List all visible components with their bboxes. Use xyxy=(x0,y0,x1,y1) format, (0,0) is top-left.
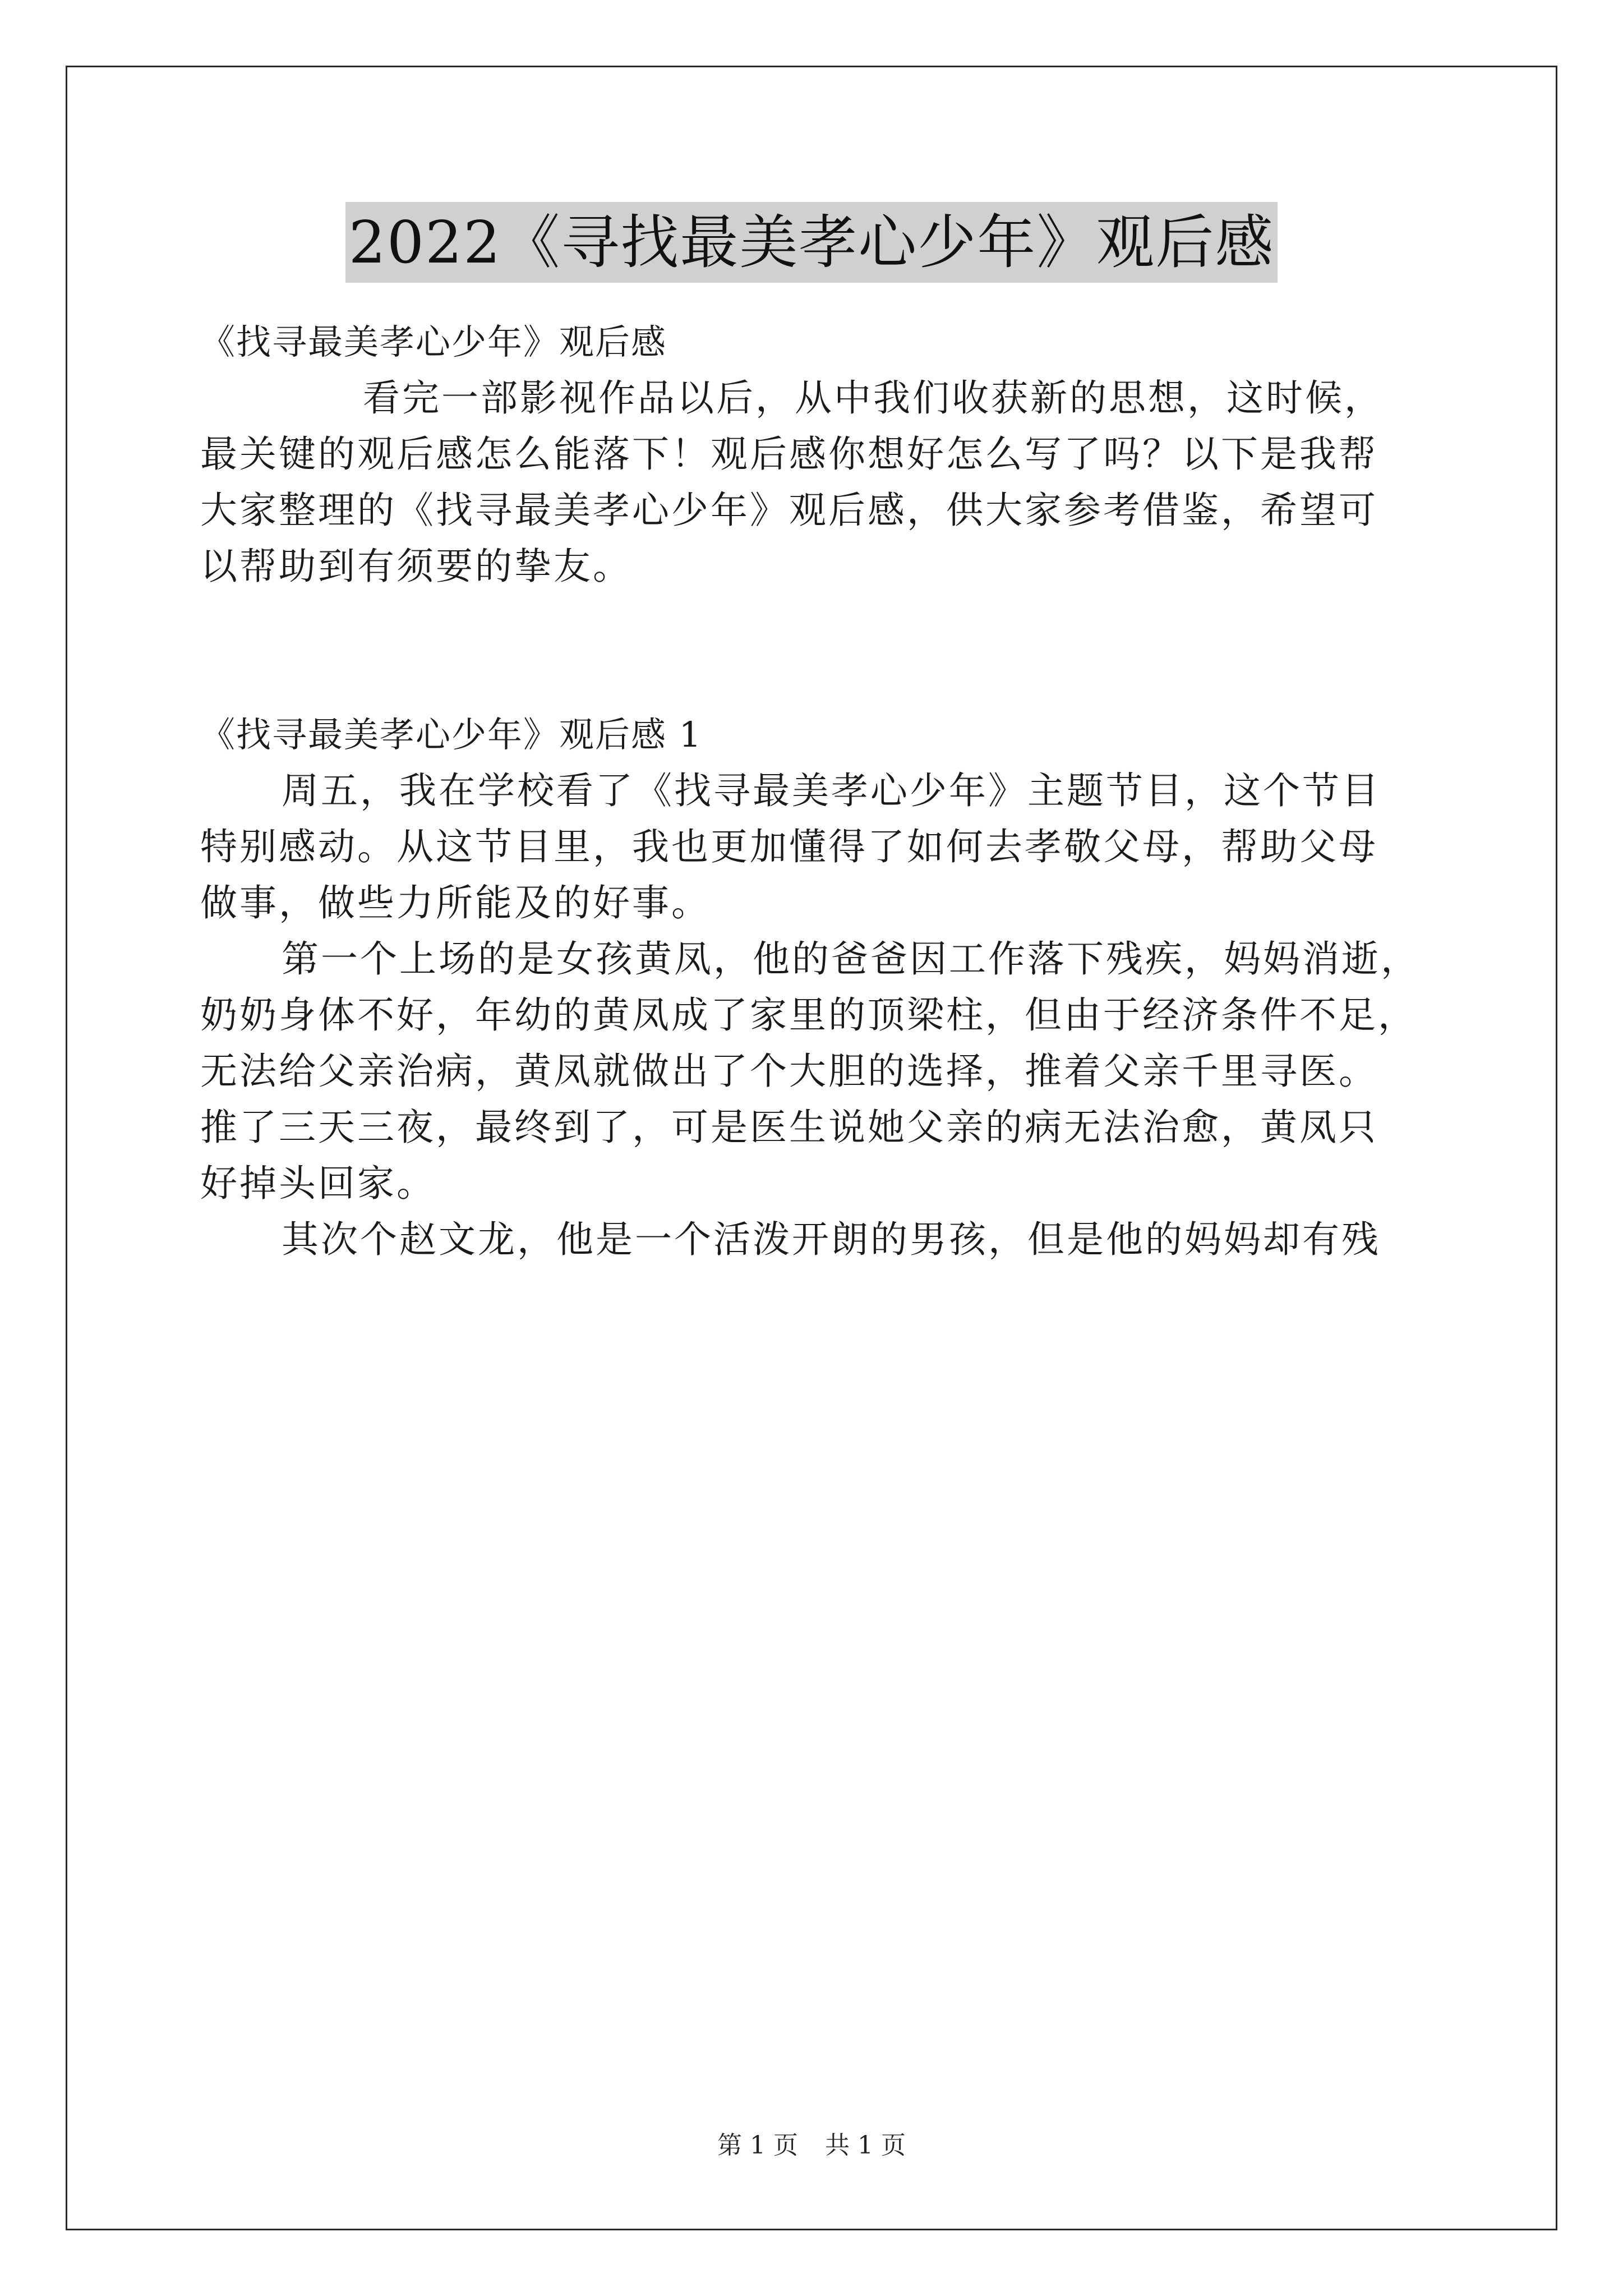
paragraph-line: 第一个上场的是女孩黄凤，他的爸爸因工作落下残疾，妈妈消逝， xyxy=(282,937,1420,981)
paragraph-line: 周五，我在学校看了《找寻最美孝心少年》主题节目，这个节目 xyxy=(282,769,1381,812)
document-title: 2022《寻找最美孝心少年》观后感 xyxy=(345,202,1278,283)
intro-line: 以帮助到有须要的挚友。 xyxy=(200,545,632,588)
page-footer xyxy=(0,2129,1623,2162)
title-container xyxy=(0,202,1623,283)
intro-line: 大家整理的《找寻最美孝心少年》观后感，供大家参考借鉴，希望可 xyxy=(200,489,1378,532)
paragraph-line: 好掉头回家。 xyxy=(200,1162,436,1205)
page-number-total: 共 1 页 xyxy=(825,2131,906,2160)
paragraph-line: 奶奶身体不好，年幼的黄凤成了家里的顶梁柱，但由于经济条件不足， xyxy=(200,993,1417,1037)
paragraph-line: 推了三天三夜，最终到了，可是医生说她父亲的病无法治愈，黄凤只 xyxy=(200,1106,1378,1149)
paragraph-line: 其次个赵文龙，他是一个活泼开朗的男孩，但是他的妈妈却有残 xyxy=(282,1218,1381,1261)
blank-line xyxy=(200,595,1434,651)
document-body xyxy=(200,314,1434,1268)
section-heading: 《找寻最美孝心少年》观后感 1 xyxy=(200,714,703,755)
intro-heading: 《找寻最美孝心少年》观后感 xyxy=(200,321,667,362)
page-number-current: 第 1 页 xyxy=(717,2131,798,2160)
intro-line: 看完一部影视作品以后，从中我们收获新的思想，这时候， xyxy=(363,376,1384,420)
blank-line xyxy=(200,651,1434,707)
paragraph-line: 无法给父亲治病，黄凤就做出了个大胆的选择，推着父亲千里寻医。 xyxy=(200,1050,1378,1093)
paragraph-line: 特别感动。从这节目里，我也更加懂得了如何去孝敬父母，帮助父母 xyxy=(200,825,1378,868)
paragraph-line: 做事，做些力所能及的好事。 xyxy=(200,881,711,924)
intro-line: 最关键的观后感怎么能落下！观后感你想好怎么写了吗？以下是我帮 xyxy=(200,432,1378,476)
